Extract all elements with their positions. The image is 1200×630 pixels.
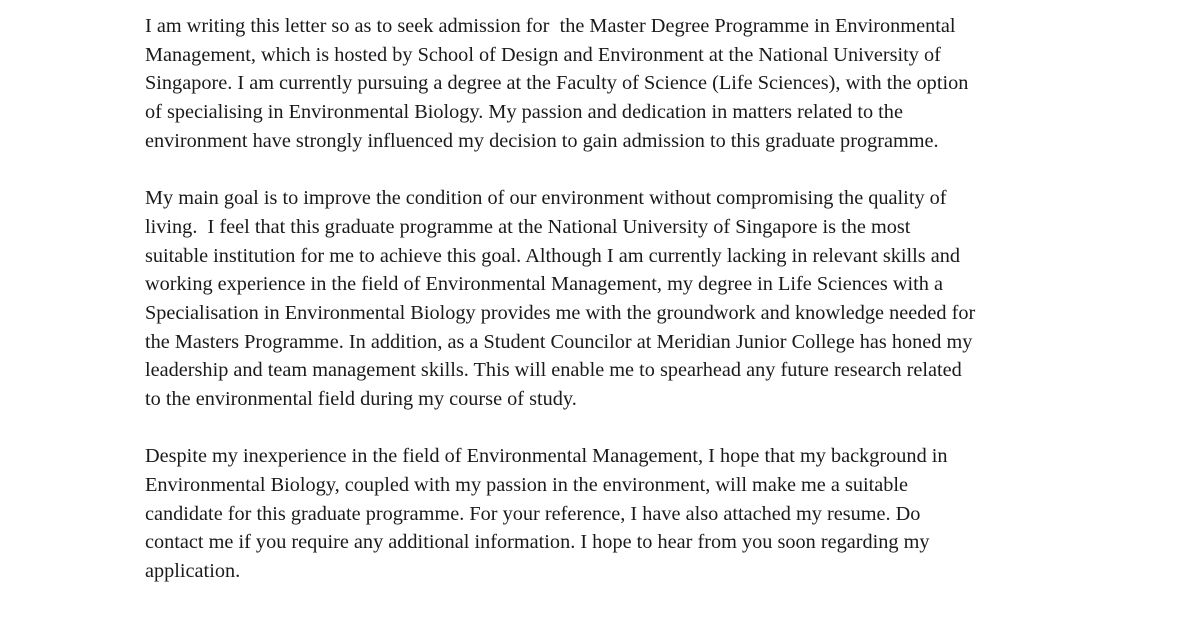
text-line: Management, which is hosted by School of Design and Environment at the National University of xyxy=(145,43,941,66)
text-line: of specialising in Environmental Biology. My passion and dedication in matters related to the xyxy=(145,101,903,124)
text-line: I am writing this letter so as to seek admission for the Master Degree Programme in Environmental xyxy=(145,15,956,37)
text-line: living. I feel that this graduate programme at the National University of Singapore is the most xyxy=(145,215,911,238)
text-line: to the environmental field during my course of study. xyxy=(145,387,577,410)
letter-body xyxy=(145,12,1105,586)
paragraph-closing xyxy=(145,442,1105,585)
paragraph-goal xyxy=(145,184,1105,414)
text-line: suitable institution for me to achieve this goal. Although I am currently lacking in relevant skills and xyxy=(145,244,961,267)
text-line: Despite my inexperience in the field of Environmental Management, I hope that my background in xyxy=(145,445,948,468)
text-line: leadership and team management skills. This will enable me to spearhead any future research related xyxy=(145,359,962,382)
text-line: working experience in the field of Environmental Management, my degree in Life Sciences with a xyxy=(145,273,944,296)
text-line: My main goal is to improve the condition of our environment without compromising the quality of xyxy=(145,187,947,210)
text-line: Singapore. I am currently pursuing a degree at the Faculty of Science (Life Sciences), with the option xyxy=(145,72,969,95)
text-line: application. xyxy=(145,560,241,583)
text-line: environment have strongly influenced my decision to gain admission to this graduate programme. xyxy=(145,129,939,152)
text-line: candidate for this graduate programme. For your reference, I have also attached my resume. Do xyxy=(145,502,921,525)
text-line: contact me if you require any additional information. I hope to hear from you soon regarding my xyxy=(145,531,930,554)
paragraph-intro xyxy=(145,12,1105,155)
text-line: Environmental Biology, coupled with my passion in the environment, will make me a suitable xyxy=(145,474,909,496)
text-line: the Masters Programme. In addition, as a Student Councilor at Meridian Junior College has honed my xyxy=(145,330,973,353)
text-line: Specialisation in Environmental Biology provides me with the groundwork and knowledge needed for xyxy=(145,301,976,324)
